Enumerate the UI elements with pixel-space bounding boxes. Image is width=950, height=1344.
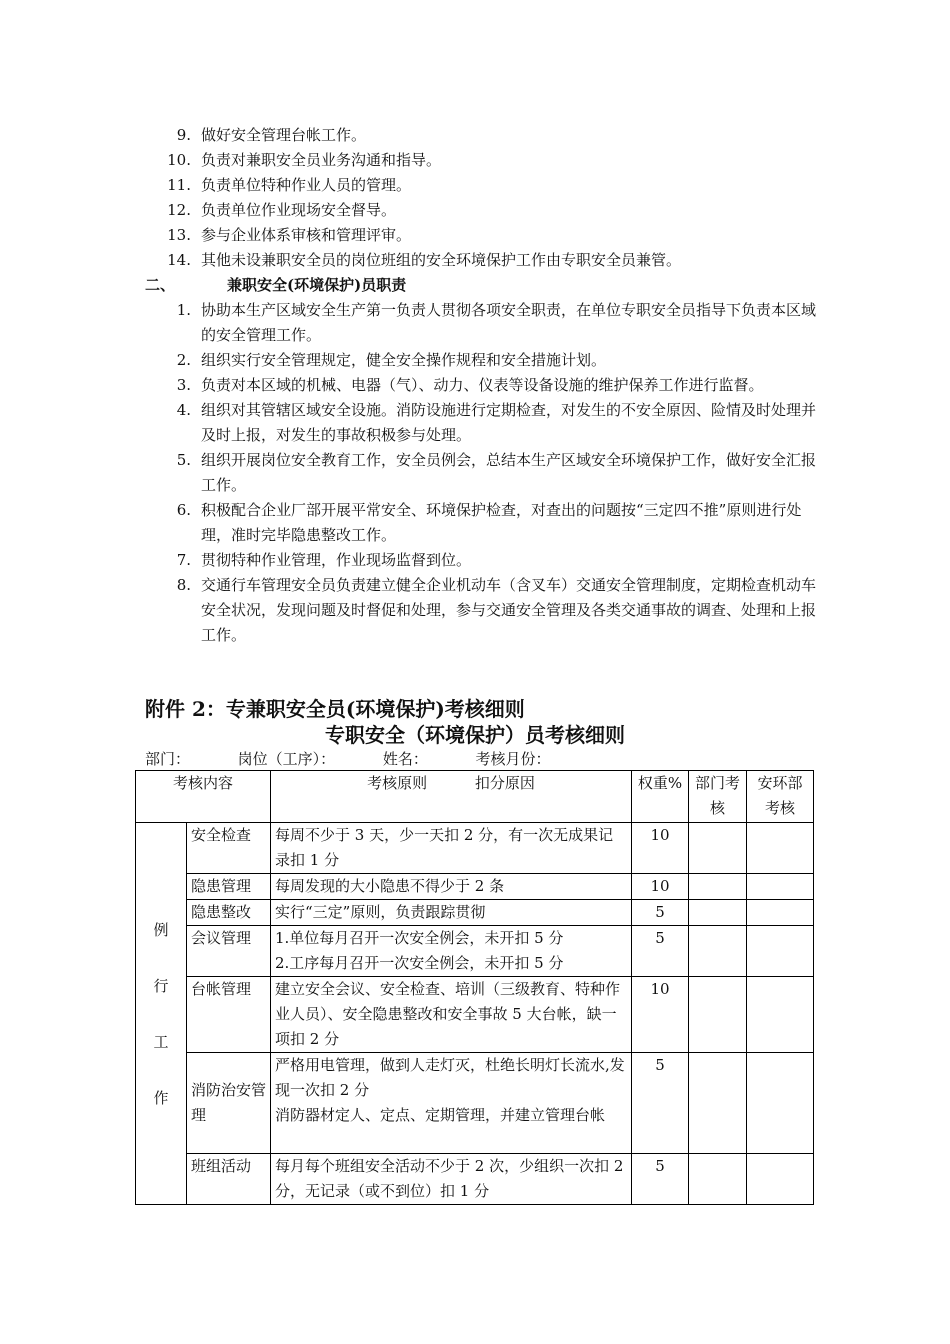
- list-number: 6.: [176, 501, 191, 519]
- weight-cell: 10: [632, 823, 689, 874]
- list-number: 7.: [176, 551, 191, 569]
- env-score-cell[interactable]: [747, 1154, 814, 1205]
- table-header-row: [136, 771, 814, 823]
- category-char: 作: [153, 1088, 169, 1107]
- rule-cell: 严格用电管理，做到人走灯灭，杜绝长明灯长流水,发现一次扣 2 分 消防器材定人、定点、定期管理，并建立管理台帐: [271, 1053, 632, 1154]
- category-char: 行: [153, 976, 169, 995]
- weight-cell: 5: [632, 900, 689, 926]
- list-item: [145, 173, 825, 198]
- list-text: 交通行车管理安全员负责建立健全企业机动车（含叉车）交通安全管理制度，定期检查机动车安全状况，发现问题及时督促和处理，参与交通安全管理及各类交通事故的调查、处理和上报工作。: [201, 576, 817, 644]
- table-row: [136, 977, 814, 1053]
- item-cell: 班组活动: [187, 1154, 271, 1205]
- list-item: [145, 148, 825, 173]
- header-dept: 部门考核: [689, 771, 747, 823]
- list-number: 5.: [176, 451, 191, 469]
- list-item: [145, 298, 825, 348]
- header-env: 安环部考核: [747, 771, 814, 823]
- list-item: [145, 223, 825, 248]
- list-item: [145, 373, 825, 398]
- dept-score-cell[interactable]: [689, 977, 747, 1053]
- weight-cell: 10: [632, 874, 689, 900]
- attachment-title: 附件 2：专兼职安全员(环境保护)考核细则: [145, 697, 525, 721]
- list-text: 组织实行安全管理规定，健全安全操作规程和安全措施计划。: [201, 351, 607, 369]
- weight-cell: 5: [632, 926, 689, 977]
- dept-score-cell[interactable]: [689, 1154, 747, 1205]
- rule-cell: 每周不少于 3 天，少一天扣 2 分，有一次无成果记录扣 1 分: [271, 823, 632, 874]
- list-number: 11.: [167, 176, 191, 194]
- dept-score-cell[interactable]: [689, 926, 747, 977]
- list-text: 负责对本区域的机械、电器（气）、动力、仪表等设备设施的维护保养工作进行监督。: [201, 376, 764, 394]
- list-text: 积极配合企业厂部开展平常安全、环境保护检查，对查出的问题按“三定四不推”原则进行处理，准时完毕隐患整改工作。: [201, 501, 802, 544]
- duty-list-part-time: [145, 298, 825, 648]
- list-text: 负责单位特种作业人员的管理。: [201, 176, 412, 194]
- list-text: 做好安全管理台帐工作。: [201, 126, 367, 144]
- item-cell: 会议管理: [187, 926, 271, 977]
- list-item: [145, 448, 825, 498]
- rule-cell: 每周发现的大小隐患不得少于 2 条: [271, 874, 632, 900]
- table-row: [136, 900, 814, 926]
- category-char: 工: [153, 1032, 169, 1051]
- dept-score-cell[interactable]: [689, 823, 747, 874]
- list-number: 12.: [167, 201, 191, 219]
- duty-list-full-time: [145, 123, 825, 273]
- list-item: [145, 123, 825, 148]
- table-row: [136, 1053, 814, 1154]
- list-item: [145, 398, 825, 448]
- table-title: 专职安全（环境保护）员考核细则: [325, 723, 625, 747]
- rule-cell: 实行“三定”原则，负责跟踪贯彻: [271, 900, 632, 926]
- item-cell: 安全检查: [187, 823, 271, 874]
- list-number: 4.: [176, 401, 191, 419]
- dept-score-cell[interactable]: [689, 900, 747, 926]
- table-row: [136, 926, 814, 977]
- rule-cell: 每月每个班组安全活动不少于 2 次，少组织一次扣 2 分，无记录（或不到位）扣 1 分: [271, 1154, 632, 1205]
- list-item: [145, 248, 825, 273]
- category-cell: [136, 823, 187, 1205]
- env-score-cell[interactable]: [747, 900, 814, 926]
- env-score-cell[interactable]: [747, 926, 814, 977]
- list-number: 10.: [167, 151, 191, 169]
- list-text: 其他未设兼职安全员的岗位班组的安全环境保护工作由专职安全员兼管。: [201, 251, 682, 269]
- list-text: 负责对兼职安全员业务沟通和指导。: [201, 151, 442, 169]
- list-number: 9.: [176, 126, 191, 144]
- dept-score-cell[interactable]: [689, 874, 747, 900]
- item-cell: 台帐管理: [187, 977, 271, 1053]
- env-score-cell[interactable]: [747, 1053, 814, 1154]
- list-number: 1.: [176, 301, 191, 319]
- header-principle: 考核原则 扣分原因: [271, 771, 632, 823]
- env-score-cell[interactable]: [747, 977, 814, 1053]
- weight-cell: 5: [632, 1053, 689, 1154]
- list-item: [145, 198, 825, 223]
- list-item: [145, 348, 825, 373]
- assessment-table: [135, 770, 814, 1205]
- list-number: 3.: [176, 376, 191, 394]
- list-text: 协助本生产区域安全生产第一负责人贯彻各项安全职责，在单位专职安全员指导下负责本区域的安全管理工作。: [201, 301, 817, 344]
- item-cell: 隐患整改: [187, 900, 271, 926]
- list-number: 2.: [176, 351, 191, 369]
- category-char: 例: [153, 920, 169, 939]
- table-row: [136, 823, 814, 874]
- list-number: 14.: [167, 251, 191, 269]
- list-number: 8.: [176, 576, 191, 594]
- list-text: 参与企业体系审核和管理评审。: [201, 226, 412, 244]
- env-score-cell[interactable]: [747, 823, 814, 874]
- section-heading: [145, 273, 406, 298]
- list-item: [145, 548, 825, 573]
- section-number: 二、: [145, 276, 176, 294]
- rule-cell: 建立安全会议、安全检查、培训（三级教育、特种作业人员）、安全隐患整改和安全事故 5 大台帐，缺一项扣 2 分: [271, 977, 632, 1053]
- dept-score-cell[interactable]: [689, 1053, 747, 1154]
- section-title: 兼职安全(环境保护)员职责: [227, 276, 407, 294]
- env-score-cell[interactable]: [747, 874, 814, 900]
- list-text: 贯彻特种作业管理，作业现场监督到位。: [201, 551, 472, 569]
- table-row: [136, 1154, 814, 1205]
- form-meta-line: 部门： 岗位（工序）： 姓名： 考核月份：: [145, 750, 551, 768]
- list-item: [145, 573, 825, 648]
- list-number: 13.: [167, 226, 191, 244]
- item-cell: 隐患管理: [187, 874, 271, 900]
- header-weight: 权重%: [632, 771, 689, 823]
- weight-cell: 5: [632, 1154, 689, 1205]
- weight-cell: 10: [632, 977, 689, 1053]
- list-text: 组织对其管辖区域安全设施。消防设施进行定期检查，对发生的不安全原因、险情及时处理并及时上报，对发生的事故积极参与处理。: [201, 401, 817, 444]
- list-text: 组织开展岗位安全教育工作，安全员例会，总结本生产区域安全环境保护工作，做好安全汇报工作。: [201, 451, 817, 494]
- header-content: 考核内容: [136, 771, 271, 823]
- table-row: [136, 874, 814, 900]
- list-item: [145, 498, 825, 548]
- item-cell: 消防治安管理: [187, 1053, 271, 1154]
- rule-cell: 1.单位每月召开一次安全例会，未开扣 5 分 2.工序每月召开一次安全例会，未开扣 5 分: [271, 926, 632, 977]
- list-text: 负责单位作业现场安全督导。: [201, 201, 397, 219]
